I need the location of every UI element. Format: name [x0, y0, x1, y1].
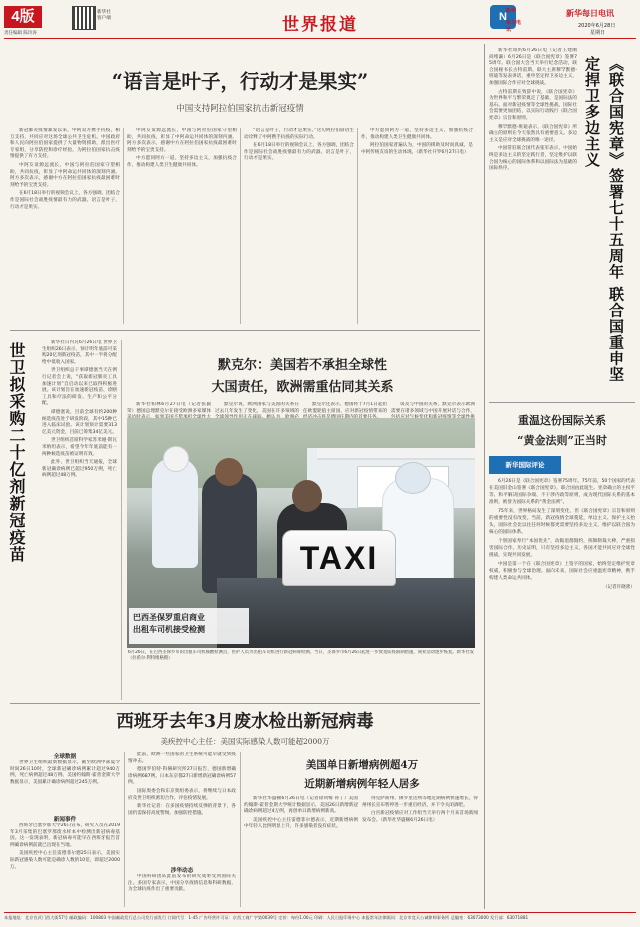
issue-weekday: 星期日: [590, 30, 606, 36]
photo-caption-box: 巴西圣保罗重启商业 出租车司机接受检测: [129, 608, 249, 644]
brand-logo: N 新华 每日电讯: [490, 5, 524, 31]
article4-col2: 得克萨斯州、佛罗里达州等地近期病例快速增长，得州州长宣布暂停进一步重启经济，并下令关闭酒吧。 白宫新冠疫情应对工作组当天举行两个月来首场新闻发布会。（新华社华盛顿6月26日电）: [362, 796, 478, 823]
article3-subtitle: 美疾控中心主任：美国实际感染人数可能超2000万: [160, 737, 330, 746]
taxi-sign: TAXI: [282, 530, 396, 586]
masthead-rule: [4, 38, 636, 39]
article1-headline: “语言是叶子，行动才是果实”: [111, 70, 369, 93]
article3-col1b: 西班牙巴塞罗那大学26日宣布，研究人员在2019年3月采集的巴塞罗那废水样本中检测出新冠病毒基因。这一发现表明，新冠病毒可能早在西班牙报告首例确诊病例前就已出现在当地。 美国疾控中心主任雷德菲尔德25日表示，美国实际新冠感染人数可能是确诊人数的10倍，即超过2000万。: [10, 823, 120, 870]
page-number-badge: 4版: [4, 6, 42, 28]
article2-col4: 谈及与中国的关系，默克尔表示欧洲需要在诸多领域与中国开展对话与合作，: [391, 402, 475, 414]
issue-date: 2020年6月28日: [578, 23, 616, 29]
article5-col1: 新华社纽约6月26日电（记者王建刚 尚绪谦）6月26日是《联合国宪章》签署75周年。联合国大会当天举行纪念活动，联合国秘书长古特雷斯、联大主席穆罕默德-班迪等发表讲话，重申坚定捍卫多边主义，加强国际合作应对全球挑战。 古特雷斯在致辞中说，《联合国宪章》为世界和平与繁荣奠定了基础，是国际法的基石。面对新冠疫情等全球性挑战，国际社会需要更加团结，以实际行动践行《联合国宪章》宗旨和原则。 穆罕默德-班迪表示，《联合国宪章》所确立的原则在今天依然具有重要意义。多边主义是应对全球挑战的唯一途径。 中国常驻联合国代表张军表示，中国始终是多边主义的坚定践行者，坚定维护以联合国为核心的国际体系和以国际法为基础的国际秩序。: [489, 48, 577, 172]
footer-info: 本报地址：北京宣武门西大街57号 邮政编码：100803 中国邮政发行总公司发行部发行 订阅代号：1-45 广告经营许可证：京西工商广字第0039号 定价：每份1.00元 印刷：人民日报印务中心 本报常年法律顾问：北京市竞天公诚律师事务所 总编室：63073000 发行部：63071881: [4, 915, 529, 920]
commentary-headline-line1: 重温这份国际关系: [518, 414, 606, 427]
client-label: 新华社 客户端: [97, 10, 111, 21]
article1-col4: 中方愿同阿方一道，坚持多边主义，加强抗疫合作，推动构建人类卫生健康共同体。 阿拉伯国家普遍认为，中国的援助及时而真诚，是中阿传统友谊的生动体现。（新华社开罗6月27日电）: [361, 128, 473, 155]
article3-col2: 此前，欧洲一些国家的卫生系统可能早就受到疫情冲击。 德国罗伯特·科赫研究所27日报告，德国新增确诊病例687例。日本东京都27日新增新冠确诊病例57例。 国际奥委会和东京奥组委表示，将继续与日本政府及世卫组织密切合作，评估疫情发展。 新华社记者：在多国疫情持续反弹的背景下，各国仍需保持高度警惕，加强防控措施。: [128, 752, 236, 816]
section-title: 世界报道: [282, 15, 358, 35]
section-label-news: 新闻事件: [53, 817, 77, 823]
commentary-body: 6月26日是《联合国宪章》签署75周年。75年前，50个国家的代表在美国旧金山签署《联合国宪章》，联合国由此诞生。宪章确立的主权平等、和平解决国际争端、不干涉内政等原则，成为现代国际关系的基本准则，被誉为国际关系的“黄金法则”。 75年来，世界格局发生了深刻变化，但《联合国宪章》宗旨和原则的重要性没有改变。当前，新冠疫情全球蔓延，单边主义、保护主义抬头，国际社会比以往任何时候都更需要坚持多边主义，维护以联合国为核心的国际体系。 个别国家奉行“本国优先”，动辄退群毁约，挥舞制裁大棒，严重损害国际合作。历史证明，只有坚持多边主义，各国才能共同应对全球性挑战，实现共同发展。 中国是第一个在《联合国宪章》上签字的国家，始终坚定维护宪章权威，积极参与全球治理。面向未来，国际社会应重温宪章精神，携手构建人类命运共同体。 （记者许晓蕾）: [489, 479, 635, 590]
article1-col2: 中阿友谊源远流长，中国与阿拉伯国家守望相助，共同抗疫，彰显了中阿命运共同体的深刻内涵。阿方多次表示，感谢中方在阿拉伯国家抗疫最困难时刻给予的宝贵支持。 中方愿同阿方一道，坚持多边主义，加强抗疫合作，推动构建人类卫生健康共同体。: [127, 128, 237, 168]
article2-col2: 默克尔说，欧洲国家与美国的关系在过去几年发生了变化，美国在许多领域的: [215, 402, 299, 414]
article3-headline: 西班牙去年3月废水检出新冠病毒: [116, 712, 374, 732]
taxi-testing-photo: [127, 418, 475, 648]
section-label-global: 全球数据: [53, 754, 77, 760]
article4-headline-line2: 近期新增病例年轻人居多: [304, 778, 420, 790]
photo-credit: 6月26日，在巴西圣保罗市的出租车司机核酸检测点，医护人员为出租车司机进行新冠病毒检测。当日，圣保罗市6月26日起进一步放宽防疫限制措施，商业活动逐步恢复。新华社发（拉希尔·利特维格摄）: [128, 650, 474, 661]
footer-rule: [4, 912, 636, 913]
article4-col1: 新华社华盛顿6月26日电（记者徐剑梅 孙丁）美国约翰斯·霍普金斯大学统计数据显示，美国26日新增新冠确诊病例超过4万例，再创单日新增病例新高。 美国疾控中心主任雷德菲尔德表示，近期新增病例中年轻人比例明显上升，许多感染者没有症状。: [244, 796, 358, 830]
section-label-trend: 涉华动态: [170, 868, 194, 874]
sidebar-left-body: 新华社日内瓦6月26日电 世界卫生组织26日表示，预计明年底前可采购20亿剂新冠疫苗，其中一半将分配给中低收入国家。 世卫组织总干事谭德塞当天在例行记者会上说，“获取新冠肺炎工具加速计划”自启动以来已取得积极进展。该计划旨在加速新冠疫苗、诊断工具和疗法的研发、生产和公平分配。 谭德塞说，目前全球有约200种候选疫苗处于研发阶段，其中15种已进入临床试验。该计划预计需要313亿美元资金，目前已筹集34亿美元。 世卫组织首席科学家苏米娅·斯瓦米纳坦表示，希望今年年底前能有一两种候选疫苗被证明有效。 此外，世卫组织当天通报，全球新冠确诊病例已超过950万例，死亡病例超过48万例。: [42, 340, 117, 479]
article4-headline-line1: 美国单日新增病例超4万: [305, 759, 419, 771]
article3-trend-body: 中国科研团队此前发布的研究成果受到国际关注。多国专家表示，中国分享疫情信息和科研数据，为全球抗疫作出了重要贡献。: [128, 874, 236, 893]
article1-col3: “语言是叶子，行动才是果实。”这句阿拉伯谚语生动诠释了中阿携手抗疫的实际行动。 在6月18日举行的视频会议上，各方强调，团结合作是国际社会战胜疫情最有力的武器。语言是叶子，行动才是果实。: [244, 128, 354, 162]
article5-vertical-title: 《联合国宪章》签署七十五周年 联合国重申坚定捍卫多边主义: [583, 56, 625, 383]
section-divider-2: [10, 703, 480, 704]
article2-headline-line2: 大国责任，欧洲需重估同其关系: [211, 380, 394, 395]
article1-col1: 新冠肺炎疫情暴发以来，中阿双方携手抗疫，相互支持，共同应对这场全球公共卫生危机。中国政府和人民向阿拉伯国家提供了大量物资援助，派出医疗专家组，分享防控和诊疗经验，为阿拉伯国家抗击疫情提供了有力支持。 中阿友谊源远流长，中国与阿拉伯国家守望相助，共同抗疫，彰显了中阿命运共同体的深刻内涵。阿方多次表示，感谢中方在阿拉伯国家抗疫最困难时刻给予的宝贵支持。 在6月18日举行的视频会议上，各方强调，团结合作是国际社会战胜疫情最有力的武器。语言是叶子，行动才是果实。: [10, 128, 120, 210]
article3-col1: 世界卫生组织最新数据显示，截至欧洲中部夏令时间26日10时，全球新冠确诊病例累计超过940万例，死亡病例超过48万例。美国约翰斯·霍普金斯大学数据显示，美国累计确诊病例超过245万例。: [10, 760, 120, 785]
qr-code: [72, 6, 96, 30]
commentary-headline-line2: “黄金法则”正当时: [517, 434, 607, 447]
article1-subtitle: 中国支持阿拉伯国家抗击新冠疫情: [176, 104, 304, 114]
article2-headline-line1: 默克尔：美国若不承担全球性: [217, 358, 387, 373]
commentary-badge: 新华国际评论: [489, 456, 561, 474]
section-divider-1: [10, 330, 480, 331]
article2-col1: 新华社柏林6月27日电（记者张毅荣）德国总理默克尔在接受欧洲多家媒体: [127, 402, 211, 414]
sidebar-left-title: 世卫拟采购二十亿剂新冠疫苗: [7, 342, 26, 563]
paper-name: 新华每日电讯: [566, 9, 614, 18]
article2-col3: 默克尔还表示，德国将于7月1日起担任欧盟轮值主席国，应对新冠疫情带来的: [303, 402, 387, 414]
section-divider-right: [489, 402, 635, 403]
editor-credit: 责任编辑 陈玲涛: [4, 31, 37, 36]
